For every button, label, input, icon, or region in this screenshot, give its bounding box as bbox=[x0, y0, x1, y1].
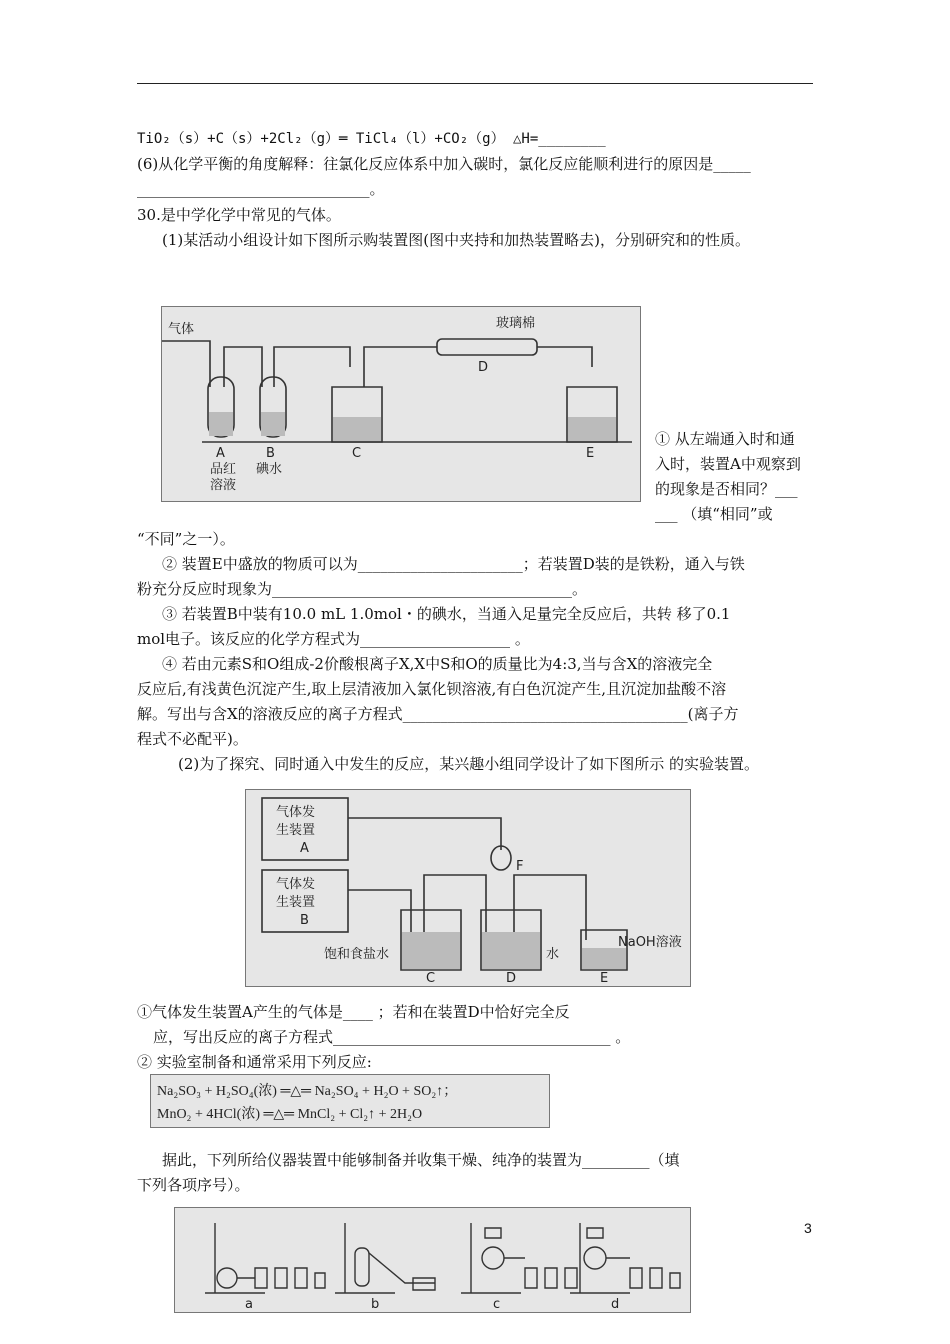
label-D2: D bbox=[506, 971, 517, 986]
label-D: D bbox=[478, 360, 489, 375]
page-number: 3 bbox=[804, 1220, 812, 1236]
label-E2: E bbox=[600, 971, 609, 986]
question-4: ④ 若由元素S和O组成-2价酸根离子X,X中S和O的质量比为4:3,当与含X的溶液完全 bbox=[162, 655, 713, 673]
label-genA-3: A bbox=[300, 841, 309, 856]
option-b: b bbox=[371, 1297, 380, 1312]
label-F: F bbox=[516, 859, 524, 874]
side-text-4: ___ （填“相同”或 bbox=[655, 505, 773, 523]
question-2: ② 装置E中盛放的物质可以为______________________；若装置D装的是铁粉，通入与铁 bbox=[162, 555, 745, 573]
question-6-blank: _______________________________。 bbox=[137, 180, 385, 198]
header-rule bbox=[137, 83, 813, 84]
question-6: (6)从化学平衡的角度解释：往氯化反应体系中加入碳时，氯化反应能顺利进行的原因是_____ bbox=[137, 155, 751, 173]
line-different: “不同”之一）。 bbox=[137, 530, 235, 548]
label-genB-2: 生装置 bbox=[276, 895, 316, 910]
label-B: B bbox=[266, 446, 275, 461]
figure-apparatus-1 bbox=[161, 306, 641, 502]
label-genA-2: 生装置 bbox=[276, 823, 316, 838]
question-2-1: ①气体发生装置A产生的气体是____ ；若和在装置D中恰好完全反 bbox=[137, 1003, 570, 1021]
label-C: C bbox=[352, 446, 362, 461]
figure-apparatus-options bbox=[174, 1207, 691, 1313]
side-text-1: ① 从左端通入时和通 bbox=[655, 430, 795, 448]
question-4-cont2: 解。写出与含X的溶液反应的离子方程式______________________________________(离子方 bbox=[137, 705, 739, 723]
question-3: ③ 若装置B中装有10.0 mL 1.0mol・的碘水，当通入足量完全反应后，共转 移了0.1 bbox=[162, 605, 731, 623]
option-a: a bbox=[245, 1297, 253, 1312]
question-2-2: ② 实验室制备和通常采用下列反应: bbox=[137, 1053, 372, 1071]
side-text-2: 入时，装置A中观察到 bbox=[655, 455, 801, 473]
reaction-equations bbox=[150, 1074, 550, 1128]
side-text-3: 的现象是否相同？___ bbox=[655, 480, 798, 498]
label-salt-water: 饱和食盐水 bbox=[324, 947, 390, 962]
label-A-name2: 溶液 bbox=[210, 478, 237, 493]
question-2-cont: 粉充分反应时现象为________________________________________。 bbox=[137, 580, 588, 598]
label-A-name1: 品红 bbox=[210, 462, 237, 477]
equation-2: MnO₂ + 4HCl(浓) ═△═ MnCl₂ + Cl₂↑ + 2H₂O bbox=[157, 1107, 423, 1122]
figure-apparatus-options-svg bbox=[175, 1208, 690, 1312]
equation-line: TiO₂（s）+C（s）+2Cl₂（g）═ TiCl₄（l）+CO₂（g） △H=________ bbox=[137, 131, 606, 147]
question-4-cont1: 反应后,有浅黄色沉淀产生,取上层清液加入氯化钡溶液,有白色沉淀产生,且沉淀加盐酸不溶 bbox=[137, 680, 727, 698]
figure-apparatus-2-svg bbox=[246, 790, 690, 986]
question-2-2-cont: 据此，下列所给仪器装置中能够制备并收集干燥、纯净的装置为_________（填 bbox=[162, 1151, 680, 1169]
question-2-1-cont: 应，写出反应的离子方程式_____________________________________ 。 bbox=[153, 1028, 631, 1046]
label-genA-1: 气体发 bbox=[276, 805, 316, 820]
option-c: c bbox=[493, 1297, 501, 1312]
label-water: 水 bbox=[546, 947, 560, 962]
option-d: d bbox=[611, 1297, 620, 1312]
label-genB-3: B bbox=[300, 913, 309, 928]
label-C2: C bbox=[426, 971, 436, 986]
question-2-2-cont2: 下列各项序号）。 bbox=[137, 1176, 250, 1194]
equation-1: Na₂SO₃ + H₂SO₄(浓) ═△═ Na₂SO₄ + H₂O + SO₂↑； bbox=[157, 1084, 458, 1099]
label-E: E bbox=[586, 446, 595, 461]
question-30-1: (1)某活动小组设计如下图所示购装置图(图中夹持和加热装置略去)，分别研究和的性质。 bbox=[162, 231, 750, 249]
label-gas: 气体 bbox=[168, 322, 195, 337]
question-3-cont: mol电子。该反应的化学方程式为____________________ 。 bbox=[137, 630, 530, 648]
figure-apparatus-1-svg bbox=[162, 307, 640, 501]
label-glass-cotton: 玻璃棉 bbox=[496, 316, 536, 331]
question-4-cont3: 程式不必配平)。 bbox=[137, 730, 248, 748]
label-naoh: NaOH溶液 bbox=[618, 935, 682, 950]
figure-apparatus-2 bbox=[245, 789, 691, 987]
label-genB-1: 气体发 bbox=[276, 877, 316, 892]
question-30-title: 30.是中学化学中常见的气体。 bbox=[137, 206, 341, 224]
label-A: A bbox=[216, 446, 225, 461]
question-30-2: (2)为了探究、同时通入中发生的反应，某兴趣小组同学设计了如下图所示 的实验装置。 bbox=[178, 755, 760, 773]
reaction-equations-svg bbox=[151, 1075, 549, 1127]
label-B-name: 碘水 bbox=[256, 462, 283, 477]
